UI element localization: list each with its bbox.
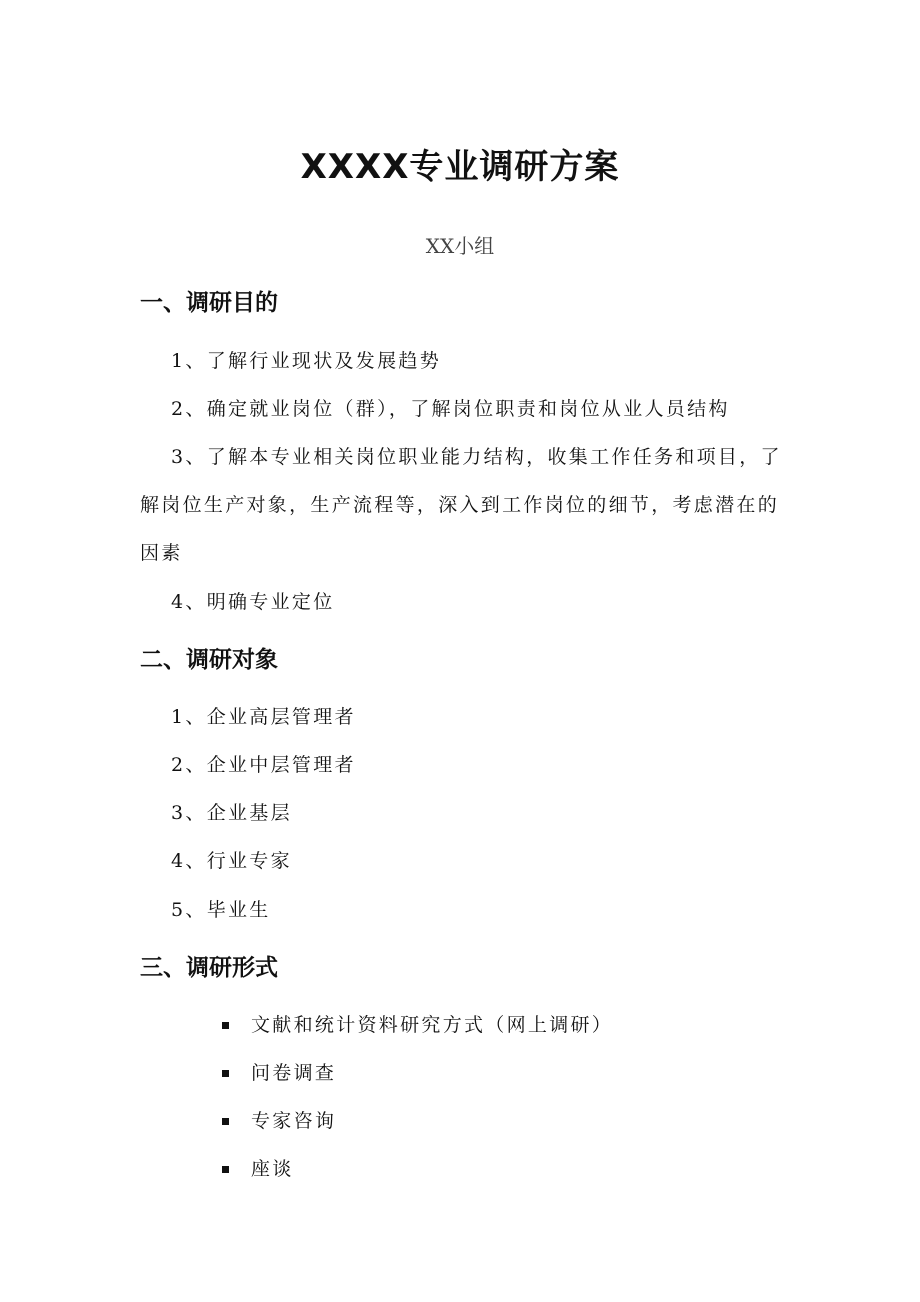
targets-item-3: 3、企业基层 (171, 802, 292, 824)
targets-item-4: 4、行业专家 (171, 850, 292, 872)
method-item-4 (222, 1154, 294, 1184)
method-item-2 (222, 1058, 336, 1088)
method-label: 专家咨询 (251, 1110, 337, 1132)
square-bullet-icon (222, 1166, 229, 1173)
section-heading-methods: 三、调研形式 (140, 955, 278, 981)
purpose-item-2: 2、确定就业岗位（群），了解岗位职责和岗位从业人员结构 (171, 398, 730, 420)
purpose-item-3: 3、了解本专业相关岗位职业能力结构，收集工作任务和项目，了解岗位生产对象，生产流程等，深入到工作岗位的细节，考虑潜在的因素 (140, 446, 782, 564)
document-title: XXXX专业调研方案 (300, 147, 620, 187)
square-bullet-icon (222, 1070, 229, 1077)
method-item-3 (222, 1106, 336, 1136)
document-subtitle: XX小组 (425, 234, 495, 258)
targets-item-2: 2、企业中层管理者 (171, 754, 356, 776)
square-bullet-icon (222, 1118, 229, 1125)
targets-item-5: 5、毕业生 (171, 899, 271, 921)
method-label: 问卷调查 (251, 1062, 337, 1084)
targets-item-1: 1、企业高层管理者 (171, 706, 356, 728)
method-label: 座谈 (251, 1158, 294, 1180)
section-heading-targets: 二、调研对象 (140, 647, 278, 673)
section-heading-purpose: 一、调研目的 (140, 290, 278, 316)
purpose-item-1: 1、了解行业现状及发展趋势 (171, 350, 441, 372)
purpose-item-4: 4、明确专业定位 (171, 591, 335, 613)
method-item-1 (222, 1010, 613, 1040)
method-label: 文献和统计资料研究方式（网上调研） (251, 1014, 614, 1036)
square-bullet-icon (222, 1022, 229, 1029)
